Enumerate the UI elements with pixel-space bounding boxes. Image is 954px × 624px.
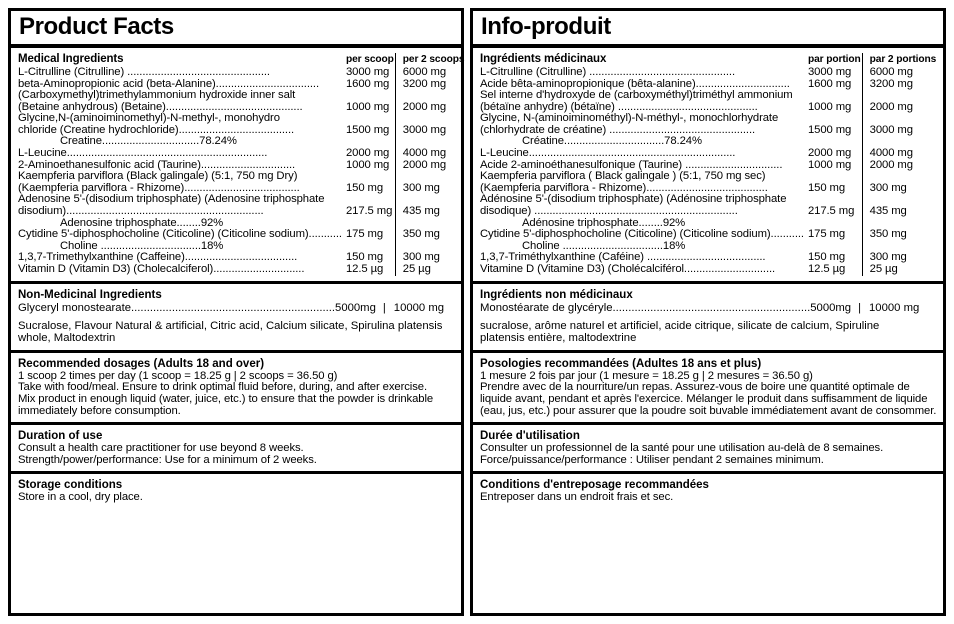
ingredient-name-line: Vitamine D (Vitamine D3) (Cholécalciférol.............................. <box>480 264 776 275</box>
ingredient-name-line: chloride (Creatine hydrochloride)...................................... <box>18 124 295 136</box>
ingredient-value-per-2-servings: 25 µg <box>862 264 936 276</box>
non-medicinal-main-row <box>18 302 454 315</box>
ingredient-name-continuation: Kaempferia parviflora (Black galingale) (5:1, 750 mg Dry) <box>18 171 298 183</box>
dosage-line: liquide avant, pendant et après l'exercice. Mélanger le produit dans suffisamment de liquide <box>480 392 928 405</box>
ingredient-value-per-serving: 3000 mg <box>807 65 852 78</box>
ingredient-name-line: disodium)................................................................. <box>18 206 264 218</box>
ingredient-row <box>480 148 936 160</box>
ingredient-name-line: Acide 2-aminoéthanesulfonique (Taurine) ................................ <box>480 159 783 171</box>
ingredient-value-per-2-servings: 25 µg <box>395 264 464 276</box>
dot-leader: ............................................................... <box>612 301 811 314</box>
recommended-dosage-heading: Posologies recommandées (Adultes 18 ans et plus) <box>480 357 762 370</box>
section-non-medicinal-english <box>11 284 461 353</box>
ingredient-value-per-serving: 175 mg <box>345 228 384 241</box>
ingredient-row <box>480 79 936 91</box>
ingredient-value-per-serving: 12.5 µg <box>345 263 384 275</box>
ingredient-name-cell <box>18 148 346 160</box>
ingredient-row <box>480 264 936 276</box>
ingredient-row <box>18 194 464 229</box>
ingredient-name-cell <box>18 252 346 264</box>
ingredient-value-per-serving: 1000 mg <box>345 158 390 171</box>
non-medicinal-heading: Non-Medicinal Ingredients <box>18 288 162 301</box>
ingredient-name-continuation: Glycine, N-(aminoiminométhyl)-N-méthyl-, monochlorhydrate <box>480 113 779 125</box>
ingredient-name-continuation: Kaempferia parviflora ( Black galingale ) (5:1, 750 mg sec) <box>480 171 766 183</box>
ingredient-name-cell <box>480 79 808 91</box>
section-recommended-dosage-french <box>473 353 943 425</box>
ingredient-name-cell <box>18 160 346 172</box>
ingredient-subcomponent: Adénosine triphosphate........92% <box>522 216 686 229</box>
ingredient-value-per-2-servings: 6000 mg <box>862 67 936 79</box>
duration-of-use-heading: Durée d'utilisation <box>480 430 580 443</box>
ingredient-value-per-2-servings: 3000 mg <box>862 113 936 148</box>
non-medicinal-other-list-french <box>480 320 936 345</box>
ingredient-name-line: Vitamin D (Vitamin D3) (Cholecalciferol).............................. <box>18 264 305 275</box>
ingredient-value-per-serving: 150 mg <box>807 181 846 194</box>
non-medicinal-other-list-english <box>18 320 454 345</box>
ingredient-name-line: L-Leucine.................................................................. <box>18 148 268 160</box>
ingredient-value-per-2-servings: 2000 mg <box>862 160 936 172</box>
ingredient-name-cell <box>480 264 808 276</box>
non-medicinal-main-value-1: 5000mg <box>335 301 376 314</box>
column-header-per-scoop: per scoop <box>345 53 394 65</box>
ingredient-name-line: Cytidine 5'-diphosphocholine (Citicoline) (Citicoline sodium)........... <box>18 229 342 241</box>
section-recommended-dosage-english <box>11 353 461 425</box>
ingredient-name-line: L-Citrulline (Citrulline) ................................................ <box>480 66 735 78</box>
ingredient-name-line: (Kaempferia parviflora - Rhizome)........................................ <box>480 182 768 194</box>
ingredient-value-per-2-servings: 3200 mg <box>395 79 464 91</box>
ingredient-value-per-2-servings: 6000 mg <box>395 67 464 79</box>
section-storage-conditions-english <box>11 474 461 509</box>
non-medicinal-main-value-2: 10000 mg <box>393 301 445 314</box>
section-non-medicinal-french <box>473 284 943 353</box>
non-medicinal-main-row <box>480 302 936 315</box>
ingredient-row <box>480 90 936 113</box>
ingredient-name-cell <box>18 229 346 252</box>
ingredient-value-per-serving: 3000 mg <box>345 65 390 78</box>
ingredient-name-line: 1,3,7-Triméthylxanthine (Caféine) ....................................... <box>480 252 766 264</box>
ingredient-value-per-serving: 150 mg <box>345 181 384 194</box>
ingredient-row <box>18 252 464 264</box>
ingredient-row <box>480 113 936 148</box>
panel-english <box>8 8 464 616</box>
column-header-per-2-scoops: per 2 scoops <box>395 53 464 67</box>
ingredient-value-per-serving: 2000 mg <box>345 147 390 160</box>
ingredient-value-per-serving: 1600 mg <box>345 77 390 90</box>
ingredient-value-per-serving: 150 mg <box>807 251 846 264</box>
storage-line: Store in a cool, dry place. <box>18 491 143 504</box>
storage-conditions-body <box>480 492 936 504</box>
ingredient-name-continuation: Adenosine 5'-(disodium triphosphate) (Adenosine triphosphate <box>18 194 325 206</box>
non-medicinal-heading: Ingrédients non médicinaux <box>480 288 633 301</box>
value-separator: | <box>382 301 386 314</box>
duration-line: Consulter un professionnel de la santé pour une utilisation au-delà de 8 semaines. <box>480 442 884 455</box>
ingredient-name-line: beta-Aminopropionic acid (beta-Alanine).................................. <box>18 78 319 90</box>
storage-conditions-heading: Conditions d'entreposage recommandées <box>480 479 709 492</box>
dot-leader: ................................................................. <box>131 301 336 314</box>
storage-line: Entreposer dans un endroit frais et sec. <box>480 491 674 504</box>
ingredient-value-per-2-servings: 300 mg <box>862 252 936 264</box>
ingredient-name-cell <box>480 67 808 79</box>
ingredient-value-per-serving: 2000 mg <box>807 147 852 160</box>
storage-conditions-body <box>18 492 454 504</box>
ingredient-name-line: (bétaïne anhydre) (bétaïne) .............................................. <box>480 101 758 113</box>
ingredient-value-per-serving: 1600 mg <box>807 77 852 90</box>
ingredient-name-line: L-Citrulline (Citrulline) ............................................... <box>18 66 270 78</box>
ingredient-name-cell <box>480 194 808 229</box>
duration-line: Consult a health care practitioner for use beyond 8 weeks. <box>18 442 304 455</box>
ingredient-name-line: disodique) ................................................................... <box>480 206 738 218</box>
duration-line: Strength/power/performance: Use for a minimum of 2 weeks. <box>18 453 317 466</box>
panel-title-french: Info-produit <box>473 11 943 48</box>
ingredient-value-per-2-servings: 300 mg <box>862 171 936 194</box>
ingredient-name-cell <box>480 229 808 252</box>
ingredient-subcomponent: Adenosine triphosphate........92% <box>60 216 224 229</box>
non-medicinal-main-value-1: 5000mg <box>810 301 852 314</box>
ingredient-subcomponent: Créatine.................................78.24% <box>522 135 702 148</box>
dosage-line: immediately before consumption. <box>18 404 181 417</box>
section-medical-ingredients-english <box>11 48 465 284</box>
value-separator: | <box>858 301 862 314</box>
ingredient-row <box>480 229 936 252</box>
ingredient-name-cell <box>18 264 346 276</box>
column-header-par-portion: par portion <box>807 53 861 65</box>
ingredient-value-per-serving: 150 mg <box>345 251 384 264</box>
ingredient-value-per-2-servings: 435 mg <box>395 194 464 229</box>
ingredient-row <box>18 148 464 160</box>
recommended-dosage-body <box>18 371 454 417</box>
ingredient-name-cell <box>480 252 808 264</box>
ingredient-value-per-serving: 1000 mg <box>807 100 852 113</box>
ingredient-row <box>18 264 464 276</box>
ingredient-name-cell <box>18 79 346 91</box>
medical-ingredients-heading: Ingrédients médicinaux <box>480 52 607 65</box>
section-storage-conditions-french <box>473 474 943 509</box>
ingredient-row <box>18 113 464 148</box>
recommended-dosage-heading: Recommended dosages (Adults 18 and over) <box>18 357 265 370</box>
non-medicinal-other-line: platensis entière, maltodextrine <box>480 332 637 345</box>
ingredient-value-per-2-servings: 435 mg <box>862 194 936 229</box>
duration-of-use-body <box>18 443 454 466</box>
ingredient-name-cell <box>480 90 808 113</box>
ingredient-value-per-2-servings: 350 mg <box>395 229 464 252</box>
ingredient-value-per-2-servings: 2000 mg <box>862 90 936 113</box>
recommended-dosage-body <box>480 371 936 417</box>
ingredient-subcomponent: Choline .................................18% <box>522 239 686 252</box>
dosage-line: Mix product in enough liquid (water, juice, etc.) to ensure that the powder is drinkable <box>18 392 434 405</box>
ingredient-value-per-serving: 12.5 µg <box>807 263 846 275</box>
ingredient-value-per-2-servings: 4000 mg <box>862 148 936 160</box>
ingredient-value-per-serving: 1000 mg <box>807 158 852 171</box>
ingredient-row <box>18 90 464 113</box>
ingredient-value-per-serving: 217.5 mg <box>807 205 855 218</box>
ingredient-row <box>18 79 464 91</box>
ingredient-subcomponent: Creatine................................78.24% <box>60 135 237 148</box>
medical-ingredients-table-english <box>18 53 464 276</box>
storage-conditions-heading: Storage conditions <box>18 479 123 492</box>
table-header-row <box>18 53 464 67</box>
ingredient-name-line: Acide bêta-aminopropionique (bêta-alanine)............................... <box>480 78 790 90</box>
ingredient-value-per-2-servings: 2000 mg <box>395 90 464 113</box>
section-duration-of-use-french <box>473 425 943 474</box>
medical-ingredients-rows-french <box>480 67 936 276</box>
duration-of-use-heading: Duration of use <box>18 430 103 443</box>
ingredient-name-continuation: Sel interne d'hydroxyde de (carboxyméthyl)triméthyl ammonium <box>480 90 793 102</box>
ingredient-value-per-serving: 217.5 mg <box>345 205 393 218</box>
non-medicinal-other-line: whole, Maltodextrin <box>18 332 116 345</box>
ingredient-value-per-serving: 1000 mg <box>345 100 390 113</box>
ingredient-name-line: (Kaempferia parviflora - Rhizome)...................................... <box>18 182 300 194</box>
ingredient-value-per-serving: 1500 mg <box>345 123 390 136</box>
ingredient-value-per-2-servings: 300 mg <box>395 171 464 194</box>
ingredient-name-line: (chlorhydrate de créatine) ................................................ <box>480 124 756 136</box>
ingredient-name-line: Cytidine 5'-diphosphocholine (Citicoline) (Citicoline sodium)........... <box>480 229 804 241</box>
ingredient-row <box>18 229 464 252</box>
ingredient-row <box>18 160 464 172</box>
ingredient-row <box>18 171 464 194</box>
ingredient-name-cell <box>480 171 808 194</box>
non-medicinal-main-value-2: 10000 mg <box>869 301 920 314</box>
medical-ingredients-heading: Medical Ingredients <box>18 52 124 65</box>
section-medical-ingredients-french <box>473 48 943 284</box>
ingredient-name-line: (Betaine anhydrous) (Betaine)............................................. <box>18 101 303 113</box>
section-duration-of-use-english <box>11 425 461 474</box>
ingredient-name-cell <box>480 160 808 172</box>
ingredient-row <box>480 171 936 194</box>
panel-french <box>470 8 946 616</box>
ingredient-name-cell <box>480 148 808 160</box>
ingredient-value-per-2-servings: 3000 mg <box>395 113 464 148</box>
dosage-line: 1 scoop 2 times per day (1 scoop = 18.25 g | 2 scoops = 36.50 g) <box>18 369 338 382</box>
medical-ingredients-table-french <box>480 53 936 276</box>
ingredient-value-per-serving: 1500 mg <box>807 123 852 136</box>
ingredient-value-per-2-servings: 350 mg <box>862 229 936 252</box>
ingredient-name-continuation: Adénosine 5'-(disodium triphosphate) (Adénosine triphosphate <box>480 194 787 206</box>
ingredient-value-per-serving: 175 mg <box>807 228 846 241</box>
ingredient-row <box>480 252 936 264</box>
ingredient-name-cell <box>18 113 346 148</box>
ingredient-name-continuation: Glycine,N-(aminoiminomethyl)-N-methyl-, monohydro <box>18 113 280 125</box>
dosage-line: 1 mesure 2 fois par jour (1 mesure = 18.25 g | 2 mesures = 36.50 g) <box>480 369 813 382</box>
ingredient-value-per-2-servings: 3200 mg <box>862 79 936 91</box>
ingredient-name-line: 2-Aminoethanesulfonic acid (Taurine)............................... <box>18 159 296 171</box>
ingredient-subcomponent: Choline .................................18% <box>60 239 224 252</box>
ingredient-name-cell <box>18 67 346 79</box>
ingredient-value-per-2-servings: 2000 mg <box>395 160 464 172</box>
ingredient-name-cell <box>18 194 346 229</box>
non-medicinal-main-name: Monostéarate de glycéryle <box>480 301 613 314</box>
ingredient-row <box>18 67 464 79</box>
ingredient-name-continuation: (Carboxymethyl)trimethylammonium hydroxide inner salt <box>18 90 296 102</box>
dosage-line: Prendre avec de la nourriture/un repas. Assurez-vous de boire une quantité optimale de <box>480 381 910 394</box>
ingredient-name-cell <box>18 90 346 113</box>
dosage-line: Take with food/meal. Ensure to drink optimal fluid before, during, and after exercise. <box>18 381 427 394</box>
ingredient-row <box>480 160 936 172</box>
ingredient-name-line: 1,3,7-Trimethylxanthine (Caffeine)..................................... <box>18 252 298 264</box>
medical-ingredients-rows-english <box>18 67 464 276</box>
ingredient-value-per-2-servings: 300 mg <box>395 252 464 264</box>
duration-line: Force/puissance/performance : Utiliser pendant 2 semaines minimum. <box>480 453 824 466</box>
non-medicinal-main-name: Glyceryl monostearate <box>18 301 132 314</box>
ingredient-row <box>480 194 936 229</box>
non-medicinal-other-line: Sucralose, Flavour Natural & artificial, Citric acid, Calcium silicate, Spirulina platensis <box>18 319 443 332</box>
ingredient-name-line: L-Leucine.................................................................... <box>480 148 736 160</box>
ingredient-row <box>480 67 936 79</box>
table-header-row <box>480 53 936 67</box>
ingredient-name-cell <box>480 113 808 148</box>
dosage-line: (eau, jus, etc.) pour assurer que la poudre soit buvable immédiatement avant de consommer. <box>480 404 937 417</box>
panel-title-english: Product Facts <box>11 11 461 48</box>
column-header-par-2-portions: par 2 portions <box>862 53 936 67</box>
duration-of-use-body <box>480 443 936 466</box>
ingredient-value-per-2-servings: 4000 mg <box>395 148 464 160</box>
non-medicinal-other-line: sucralose, arôme naturel et artificiel, acide citrique, silicate de calcium, Spiruline <box>480 319 880 332</box>
ingredient-name-cell <box>18 171 346 194</box>
